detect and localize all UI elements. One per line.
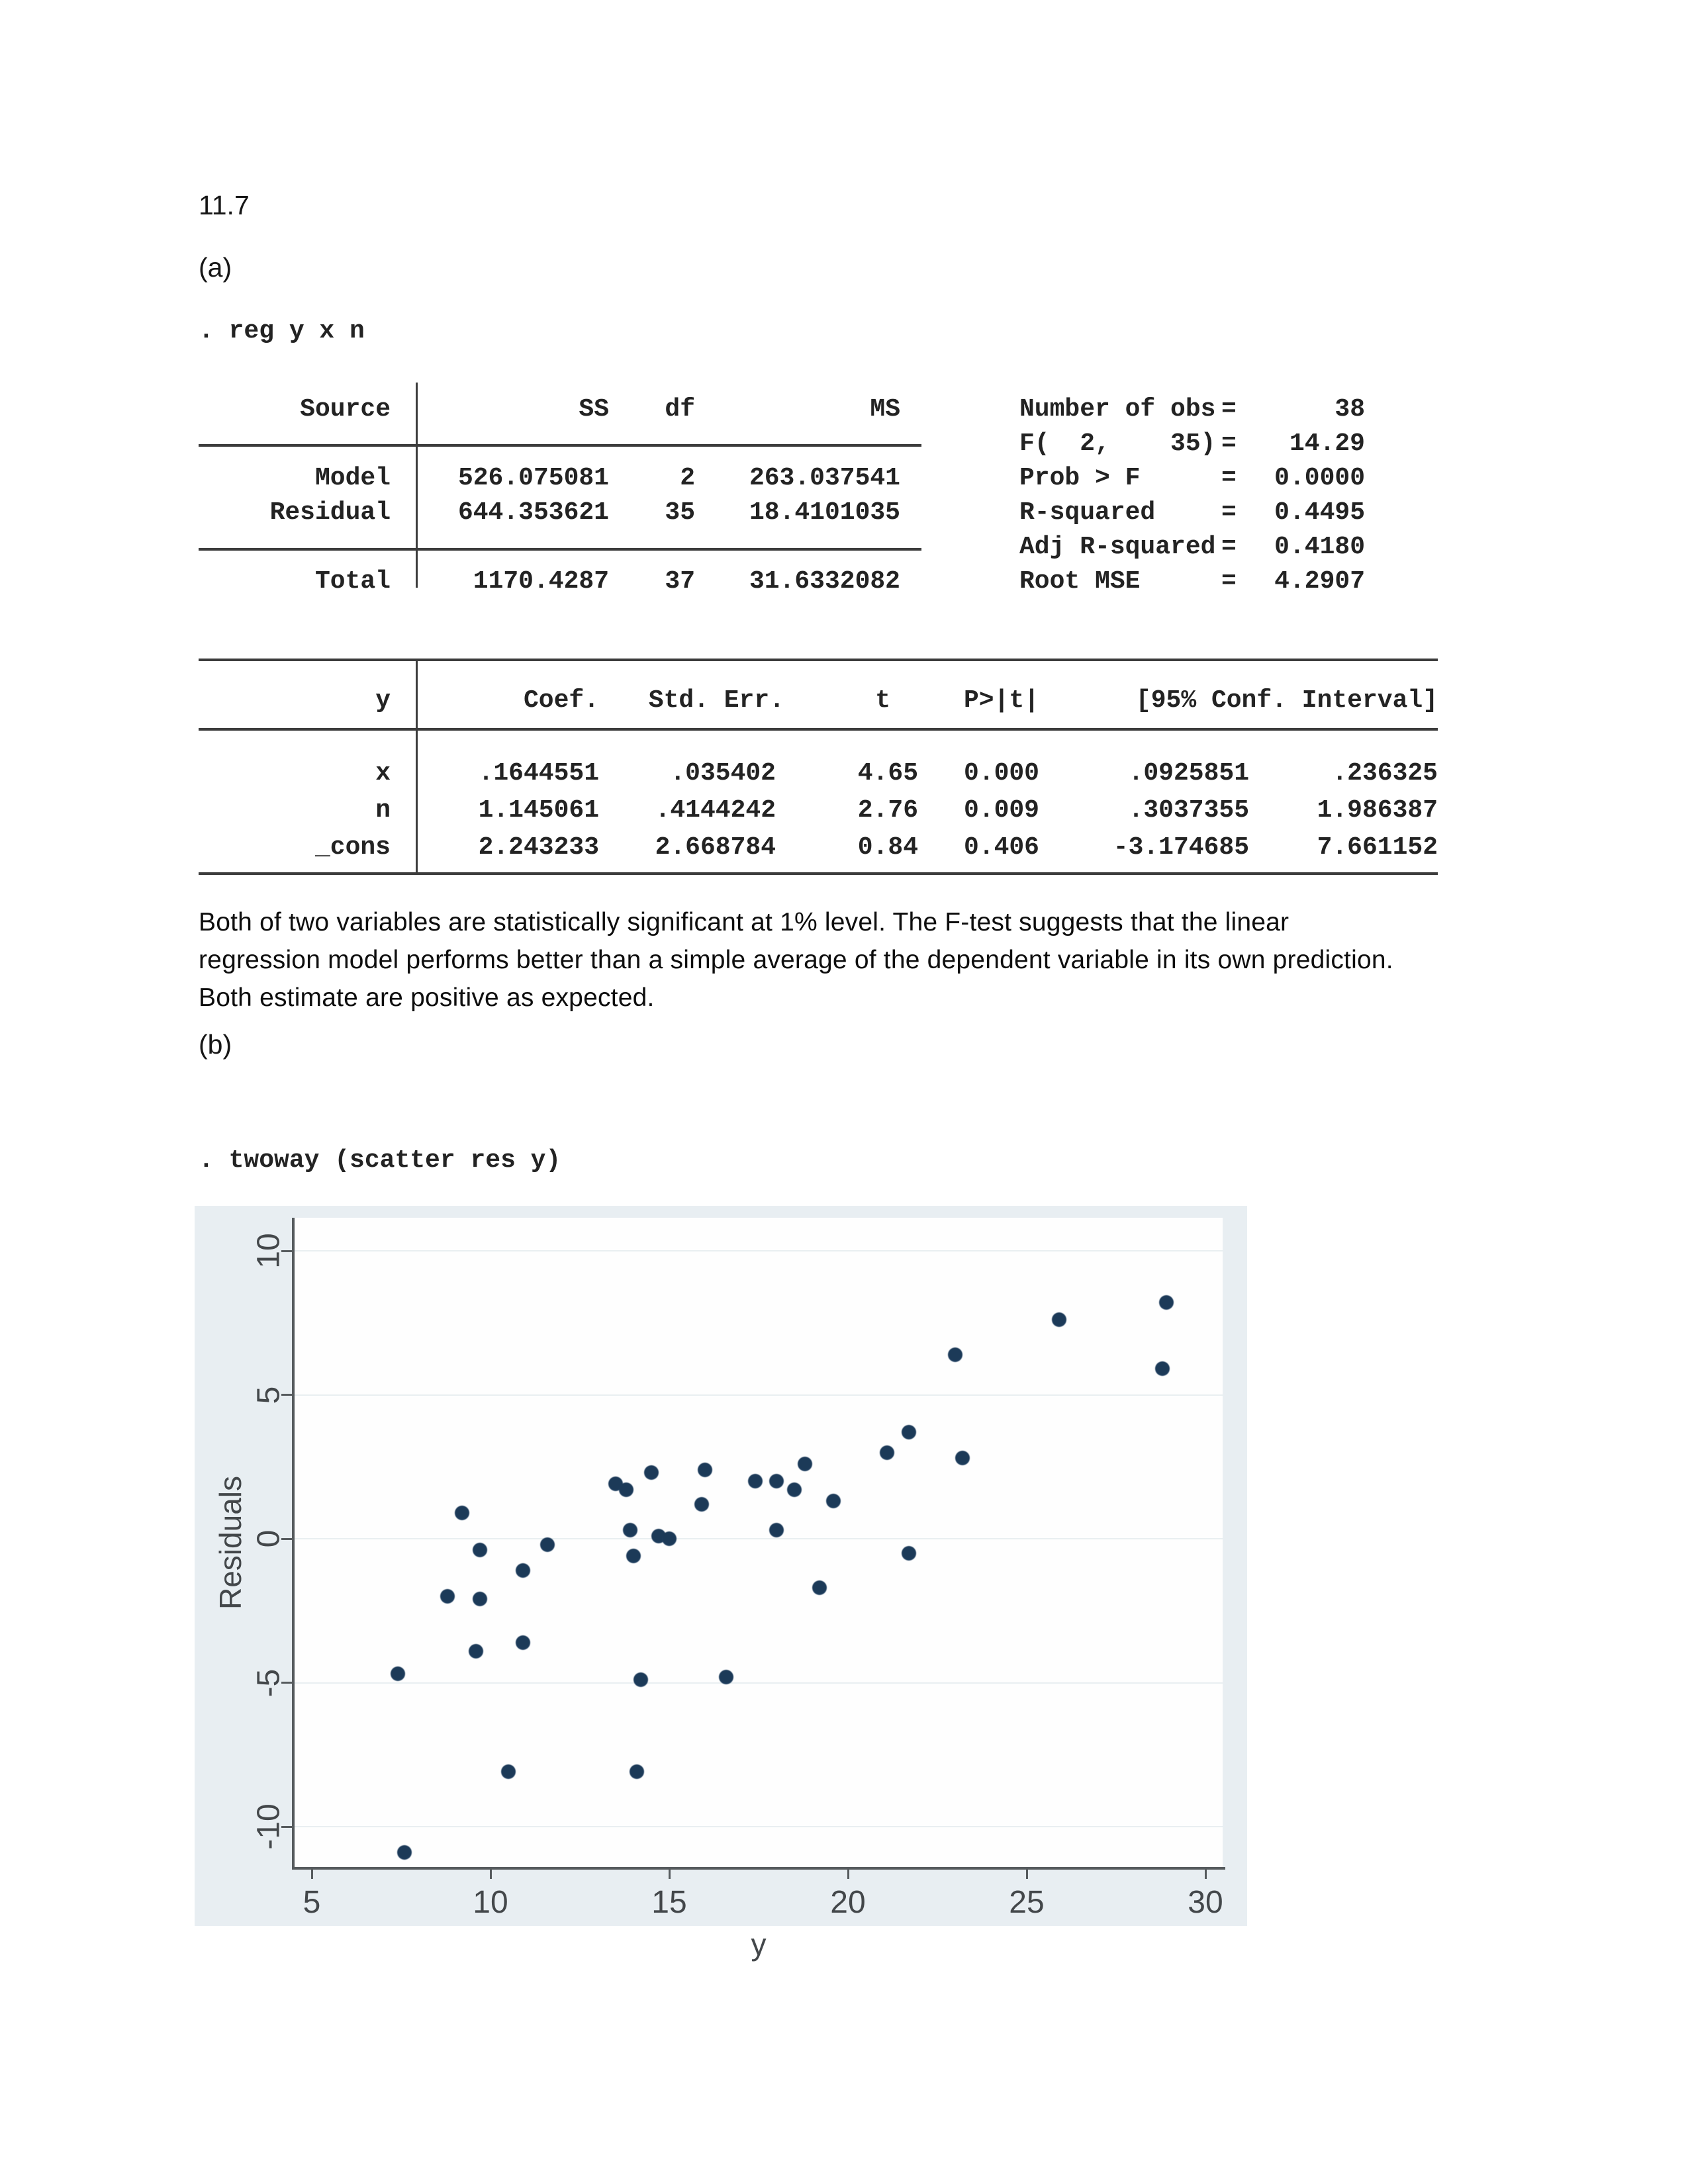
scatter-point xyxy=(769,1474,784,1488)
coef-row-ci-hi: 1.986387 xyxy=(1317,796,1438,825)
scatter-point xyxy=(902,1425,916,1439)
coef-row-stderr: 2.668784 xyxy=(655,833,776,862)
anova-rule-bottom xyxy=(199,548,921,551)
coef-row-var: n xyxy=(375,796,391,825)
y-gridline xyxy=(295,1682,1223,1684)
y-tick-label: 0 xyxy=(251,1529,287,1548)
stat-value: 38 xyxy=(1335,395,1365,424)
x-tick-label: 5 xyxy=(303,1885,321,1920)
y-tick-label: 5 xyxy=(251,1386,287,1404)
anova-row-source: Model xyxy=(314,464,391,492)
stat-value: 0.4180 xyxy=(1274,533,1365,561)
coef-row-coef: .1644551 xyxy=(478,759,599,788)
x-tick-label: 25 xyxy=(1009,1885,1045,1920)
y-tick-label: -10 xyxy=(251,1803,287,1850)
coef-row-t: 2.76 xyxy=(857,796,918,825)
anova-header-df: df xyxy=(665,395,695,424)
stat-value: 14.29 xyxy=(1289,430,1365,458)
stat-equals: = xyxy=(1221,430,1237,458)
scatter-point xyxy=(880,1445,894,1460)
anova-row-ss: 526.075081 xyxy=(457,464,609,492)
anova-row-ss: 1170.4287 xyxy=(473,567,609,596)
x-tick-label: 30 xyxy=(1188,1885,1223,1920)
commentary-line: regression model performs better than a simple average of the dependent variable in its own prediction. xyxy=(199,946,1393,974)
plot-area xyxy=(295,1218,1223,1867)
scatter-point xyxy=(698,1463,712,1477)
coef-header-ci: [95% Conf. Interval] xyxy=(1135,686,1438,715)
stat-label: F( 2, 35) xyxy=(1019,430,1216,458)
part-a-label: (a) xyxy=(199,252,232,283)
scatter-point xyxy=(473,1543,487,1557)
x-tick-label: 10 xyxy=(473,1885,508,1920)
stat-value: 0.0000 xyxy=(1274,464,1365,492)
coef-row-stderr: .4144242 xyxy=(655,796,776,825)
y-axis-title: Residuals xyxy=(213,1475,248,1610)
scatter-point xyxy=(626,1549,641,1563)
coef-rule-top xyxy=(199,659,1438,661)
x-tick-label: 20 xyxy=(830,1885,866,1920)
coef-header-depvar: y xyxy=(375,686,391,715)
scatter-plot xyxy=(195,1206,1247,1962)
scatter-point xyxy=(826,1494,841,1508)
coef-header-stderr: Std. Err. xyxy=(648,686,784,715)
coef-rule-header xyxy=(199,728,1438,731)
part-b-label: (b) xyxy=(199,1029,232,1060)
section-number: 11.7 xyxy=(199,190,250,220)
y-tick-label: -5 xyxy=(251,1668,287,1697)
stat-equals: = xyxy=(1221,464,1237,492)
coef-row-var: _cons xyxy=(314,833,391,862)
coef-row-t: 4.65 xyxy=(857,759,918,788)
stat-value: 4.2907 xyxy=(1274,567,1365,596)
coef-row-p: 0.009 xyxy=(963,796,1039,825)
scatter-point xyxy=(948,1347,962,1362)
scatter-point xyxy=(501,1764,516,1779)
y-axis-line xyxy=(292,1218,295,1870)
stat-label: Prob > F xyxy=(1019,464,1141,492)
scatter-point xyxy=(391,1666,405,1681)
scatter-point xyxy=(473,1592,487,1606)
scatter-point xyxy=(1155,1361,1170,1376)
x-axis-title: y xyxy=(751,1927,767,1962)
y-gridline xyxy=(295,1826,1223,1827)
scatter-point xyxy=(644,1465,659,1480)
anova-row-source: Total xyxy=(314,567,391,596)
coef-row-p: 0.406 xyxy=(963,833,1039,862)
coef-row-coef: 1.145061 xyxy=(478,796,599,825)
y-tick-label: 10 xyxy=(251,1233,287,1269)
scatter-point xyxy=(798,1457,812,1471)
scatter-point xyxy=(719,1670,733,1684)
scatter-point xyxy=(902,1546,916,1561)
scatter-point xyxy=(812,1580,827,1595)
coef-row-p: 0.000 xyxy=(963,759,1039,788)
stat-label: Adj R-squared xyxy=(1019,533,1216,561)
coef-row-stderr: .035402 xyxy=(670,759,776,788)
anova-row-df: 37 xyxy=(665,567,695,596)
stat-equals: = xyxy=(1221,498,1237,527)
scatter-point xyxy=(623,1523,637,1537)
y-gridline xyxy=(295,1538,1223,1539)
coef-row-coef: 2.243233 xyxy=(478,833,599,862)
stat-equals: = xyxy=(1221,567,1237,596)
scatter-point xyxy=(787,1482,802,1497)
scatter-point xyxy=(955,1451,970,1465)
scatter-point xyxy=(469,1644,483,1659)
anova-row-ms: 263.037541 xyxy=(749,464,900,492)
scatter-point xyxy=(516,1563,530,1578)
anova-row-ms: 18.4101035 xyxy=(749,498,900,527)
coef-row-ci-lo: -3.174685 xyxy=(1113,833,1249,862)
scatter-point xyxy=(769,1523,784,1537)
scatter-point xyxy=(1159,1295,1174,1310)
coef-header-coef: Coef. xyxy=(523,686,599,715)
stat-label: Root MSE xyxy=(1019,567,1141,596)
anova-header-ss: SS xyxy=(579,395,609,424)
stat-value: 0.4495 xyxy=(1274,498,1365,527)
scatter-point xyxy=(619,1482,633,1497)
coef-header-t: t xyxy=(875,686,890,715)
commentary-line: Both estimate are positive as expected. xyxy=(199,983,655,1012)
scatter-point xyxy=(633,1672,648,1687)
x-axis-line xyxy=(292,1867,1225,1870)
anova-row-df: 2 xyxy=(680,464,695,492)
coef-row-ci-lo: .3037355 xyxy=(1128,796,1249,825)
coef-rule-bottom xyxy=(199,872,1438,875)
y-gridline xyxy=(295,1394,1223,1396)
anova-row-df: 35 xyxy=(665,498,695,527)
scatter-point xyxy=(455,1506,469,1520)
stat-label: R-squared xyxy=(1019,498,1156,527)
stata-command-twoway: . twoway (scatter res y) xyxy=(199,1146,561,1175)
anova-row-source: Residual xyxy=(269,498,391,527)
scatter-point xyxy=(748,1474,763,1488)
scatter-point xyxy=(397,1845,412,1860)
anova-row-ss: 644.353621 xyxy=(457,498,609,527)
coef-row-ci-lo: .0925851 xyxy=(1128,759,1249,788)
x-tick-label: 15 xyxy=(651,1885,687,1920)
scatter-point xyxy=(1052,1312,1066,1327)
coef-row-var: x xyxy=(375,759,391,788)
anova-row-ms: 31.6332082 xyxy=(749,567,900,596)
coef-row-ci-hi: 7.661152 xyxy=(1317,833,1438,862)
scatter-point xyxy=(440,1589,455,1604)
scatter-point xyxy=(540,1537,555,1552)
scatter-point xyxy=(694,1497,709,1512)
anova-header-source: Source xyxy=(300,395,391,424)
scatter-point xyxy=(662,1531,677,1546)
y-gridline xyxy=(295,1250,1223,1251)
anova-header-ms: MS xyxy=(870,395,900,424)
coef-row-ci-hi: .236325 xyxy=(1332,759,1438,788)
anova-rule-top xyxy=(199,444,921,447)
scatter-point xyxy=(630,1764,644,1779)
stat-equals: = xyxy=(1221,395,1237,424)
coef-row-t: 0.84 xyxy=(857,833,918,862)
stata-command-reg: . reg y x n xyxy=(199,317,365,345)
scatter-point xyxy=(516,1635,530,1650)
commentary-line: Both of two variables are statistically significant at 1% level. The F-test suggests that the linear xyxy=(199,908,1289,936)
coef-header-p: P>|t| xyxy=(963,686,1039,715)
stat-label: Number of obs xyxy=(1019,395,1216,424)
stat-equals: = xyxy=(1221,533,1237,561)
